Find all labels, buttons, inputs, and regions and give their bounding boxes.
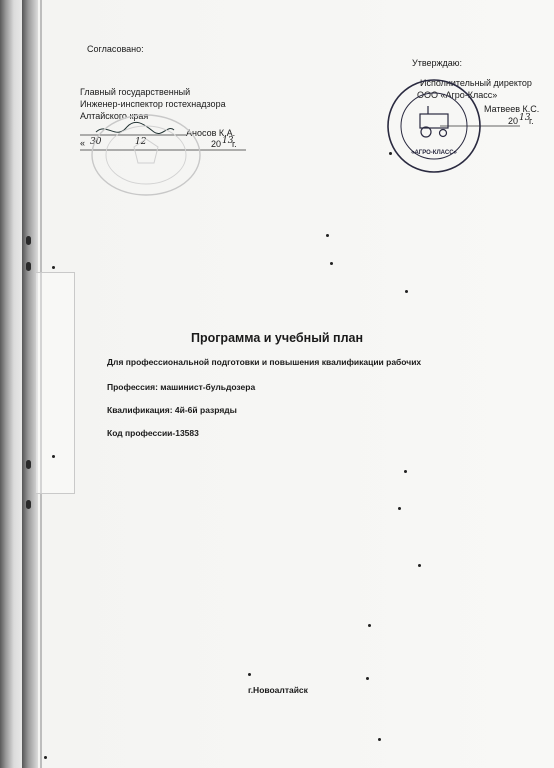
scan-speck — [378, 738, 381, 741]
scan-speck — [398, 507, 401, 510]
binder-hole — [26, 262, 31, 271]
approval-date-year-prefix: 20 — [211, 139, 222, 149]
scan-speck — [405, 290, 408, 293]
scan-speck — [366, 677, 369, 680]
binder-hole — [26, 460, 31, 469]
stamp-name: «АГРО-КЛАСС» — [411, 150, 457, 156]
scan-speck — [389, 152, 392, 155]
scan-speck — [52, 455, 55, 458]
scan-speck — [248, 673, 251, 676]
scan-speck — [44, 756, 47, 759]
approval-position-line3: Алтайского края — [80, 111, 149, 121]
binder-hole — [26, 236, 31, 245]
profession-code-text: Код профессии-13583 — [107, 428, 199, 438]
binding-tab — [36, 272, 75, 494]
scan-speck — [326, 234, 329, 237]
qualification-text: Квалификация: 4й-6й разряды — [107, 405, 237, 415]
approval-date-day: 30 — [90, 137, 102, 147]
approval-position-line2: Инженер-инспектор гостехнадзора — [80, 99, 226, 109]
approve-date-suffix: г. — [529, 116, 534, 126]
approve-date-year-prefix: 20 — [508, 116, 519, 126]
scan-speck — [368, 624, 371, 627]
purpose-text: Для профессиональной подготовки и повышения квалификации рабочих — [107, 357, 422, 367]
approve-date-year: 13 — [519, 113, 531, 123]
profession-text: Профессия: машинист-бульдозера — [107, 382, 256, 392]
approval-position-line1: Главный государственный — [80, 87, 191, 97]
document-title: Программа и учебный план — [190, 331, 364, 345]
approve-position-line1: Исполнительный директор — [420, 78, 532, 88]
approve-label: Утверждаю: — [412, 58, 463, 68]
approval-date-suffix: г. — [232, 139, 237, 149]
scan-speck — [404, 470, 407, 473]
approval-signer: Аносов К.А. — [186, 128, 236, 138]
approval-date-year: 13 — [222, 136, 234, 146]
approval-label: Согласовано: — [87, 44, 144, 54]
scan-speck — [418, 564, 421, 567]
scan-speck — [330, 262, 333, 265]
binder-hole — [26, 500, 31, 509]
approve-position-line2: ООО «Агро-Класс» — [417, 90, 498, 100]
approve-signer: Матвеев К.С. — [484, 104, 540, 114]
scan-speck — [52, 266, 55, 269]
approval-date-month: 12 — [135, 137, 147, 147]
approval-date-open: « — [80, 138, 86, 148]
company-stamp — [384, 76, 484, 176]
faint-seal — [88, 112, 204, 198]
city-text: г.Новоалтайск — [248, 685, 308, 695]
